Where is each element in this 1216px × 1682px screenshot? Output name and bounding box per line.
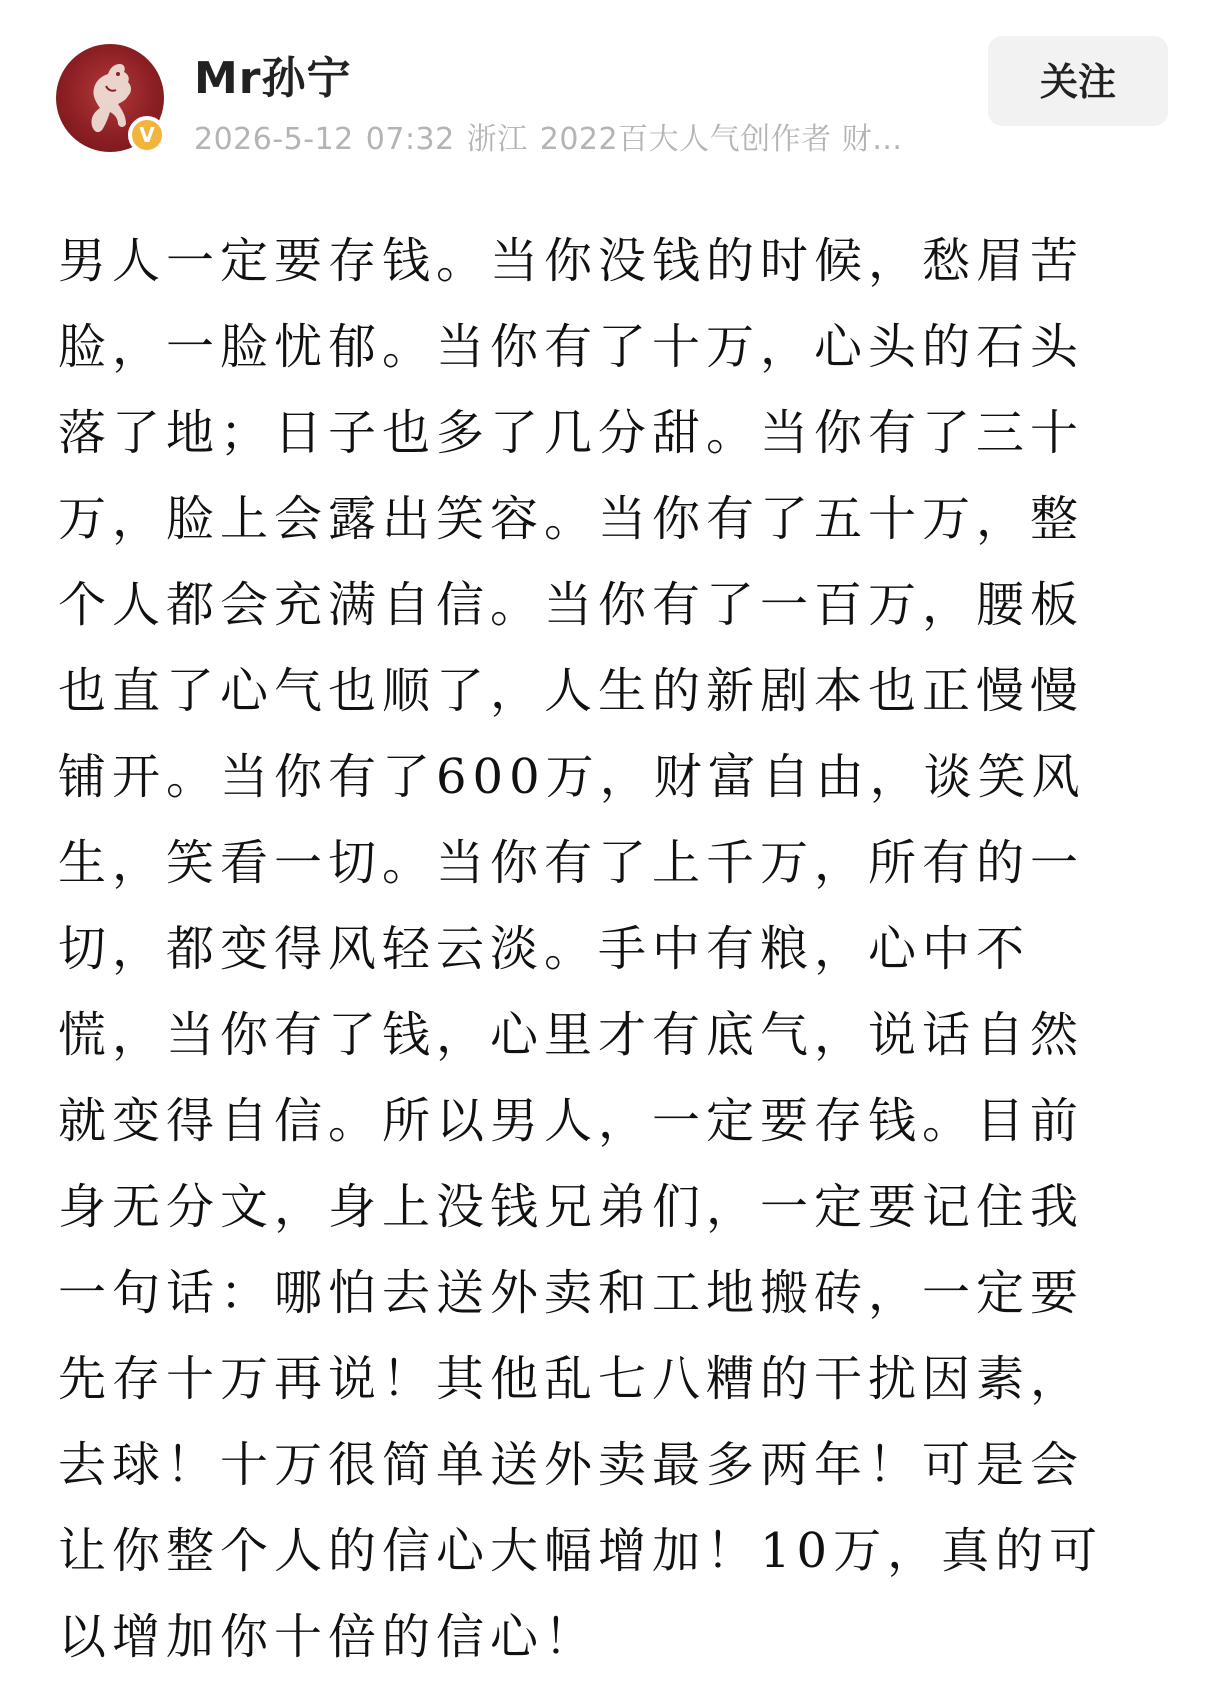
post-text-line: 男人一定要存钱。当你没钱的时候，愁眉苦 xyxy=(58,233,1085,289)
follow-button[interactable]: 关注 xyxy=(988,36,1168,126)
post-text-line: 生，笑看一切。当你有了上千万，所有的一 xyxy=(58,835,1085,891)
post-location: 浙江 xyxy=(466,122,528,157)
post-text-line: 身无分文，身上没钱兄弟们，一定要记住我 xyxy=(58,1179,1085,1235)
post-text-line: 一句话：哪怕去送外卖和工地搬砖，一定要 xyxy=(58,1265,1085,1321)
post-text-line: 个人都会充满自信。当你有了一百万，腰板 xyxy=(58,577,1085,633)
post-text-line: 万，脸上会露出笑容。当你有了五十万，整 xyxy=(58,491,1085,547)
verified-badge: V xyxy=(128,116,166,154)
post-header xyxy=(0,0,1216,170)
post-date: 2026-5-12 xyxy=(194,122,354,157)
post-text-line: 先存十万再说！其他乱七八糟的干扰因素， xyxy=(58,1351,1085,1407)
post-text-line: 就变得自信。所以男人，一定要存钱。目前 xyxy=(58,1093,1085,1149)
post-meta xyxy=(194,114,954,158)
post-time: 07:32 xyxy=(365,122,455,157)
post-text-line: 铺开。当你有了600万，财富自由，谈笑风 xyxy=(58,749,1086,805)
post-body xyxy=(58,218,1158,1680)
post-text-line: 也直了心气也顺了，人生的新剧本也正慢慢 xyxy=(58,663,1085,719)
post-text-line: 以增加你十倍的信心！ xyxy=(58,1609,599,1665)
avatar[interactable] xyxy=(56,44,164,152)
post-text-line: 落了地；日子也多了几分甜。当你有了三十 xyxy=(58,405,1085,461)
post-text-line: 去球！十万很简单送外卖最多两年！可是会 xyxy=(58,1437,1085,1493)
author-tag: 2022百大人气创作者 财… xyxy=(539,122,903,157)
post-text-line: 慌，当你有了钱，心里才有底气，说话自然 xyxy=(58,1007,1085,1063)
author-name[interactable]: Mr孙宁 xyxy=(194,53,352,104)
post-text-line: 让你整个人的信心大幅增加！10万，真的可 xyxy=(58,1523,1104,1579)
post-text-line: 脸，一脸忧郁。当你有了十万，心头的石头 xyxy=(58,319,1085,375)
post-text-line: 切，都变得风轻云淡。手中有粮，心中不 xyxy=(58,921,1031,977)
